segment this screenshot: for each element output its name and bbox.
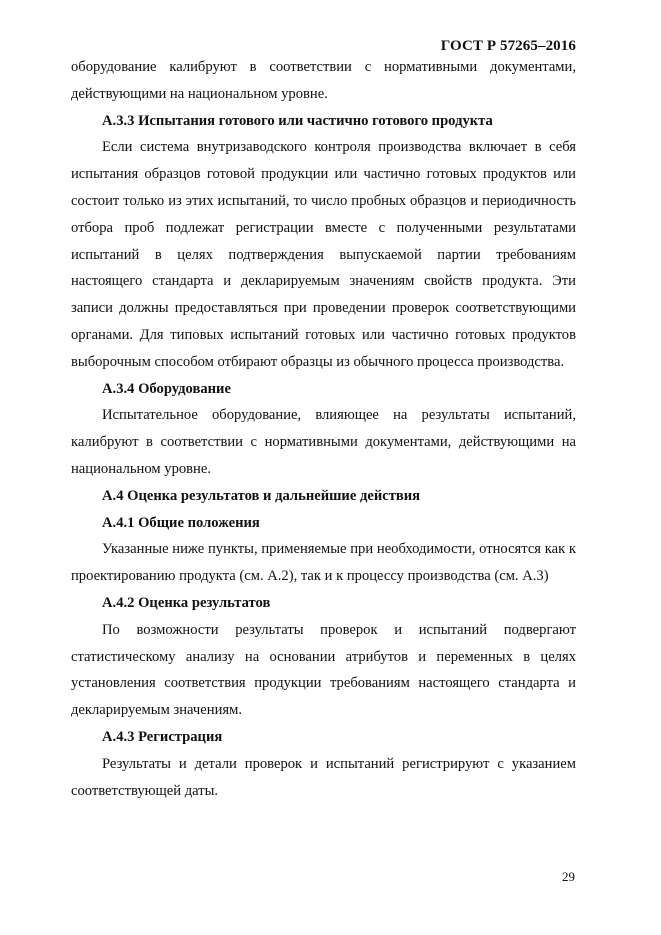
paragraph-a-3-3: Если система внутризаводского контроля производства включает в себя испытания образцов готовой продукции или частично готовых продуктов или состоит только из этих испытаний, то число пробных образцов и периодичность отбора проб подлежат регистрации вместе с полученными результатами испытаний в целях подтверждения выпускаемой партии требованиям настоящего стандарта и декларируемым значениям свойств продукта. Эти записи должны предоставляться при проведении проверок соответствующими органами. Для типовых испытаний готовых или частично готовых продуктов выборочным способом отбирают образцы из обычного процесса производства. [71,139,576,370]
heading-a-3-3: А.3.3 Испытания готового или частично готового продукта [102,112,493,129]
paragraph-a-4-1: Указанные ниже пункты, применяемые при необходимости, относятся как к проектированию продукта (см. А.2), так и к процессу производства (см. А.3) [71,541,576,585]
document-code-header: ГОСТ Р 57265–2016 [440,38,576,54]
page-number: 29 [562,869,575,884]
heading-a-4-3: А.4.3 Регистрация [102,728,223,745]
paragraph-a-3-4: Испытательное оборудование, влияющее на результаты испытаний, калибруют в соответствии с нормативными документами, действующими на национальном уровне. [71,407,576,477]
heading-a-4: А.4 Оценка результатов и дальнейшие действия [102,487,421,504]
heading-a-4-1: А.4.1 Общие положения [102,514,260,531]
paragraph-a-4-3: Результаты и детали проверок и испытаний регистрируют с указанием соответствующей даты. [71,755,576,799]
paragraph-continuation: оборудование калибруют в соответствии с нормативными документами, действующими на национальном уровне. [71,59,576,102]
document-body [71,54,576,804]
heading-a-4-2: А.4.2 Оценка результатов [102,594,271,611]
paragraph-a-4-2: По возможности результаты проверок и испытаний подвергают статистическому анализу на основании атрибутов и переменных в целях установления соответствия продукции требованиям настоящего стандарта и декларируемым значениям. [71,621,576,719]
heading-a-3-4: А.3.4 Оборудование [102,380,231,397]
